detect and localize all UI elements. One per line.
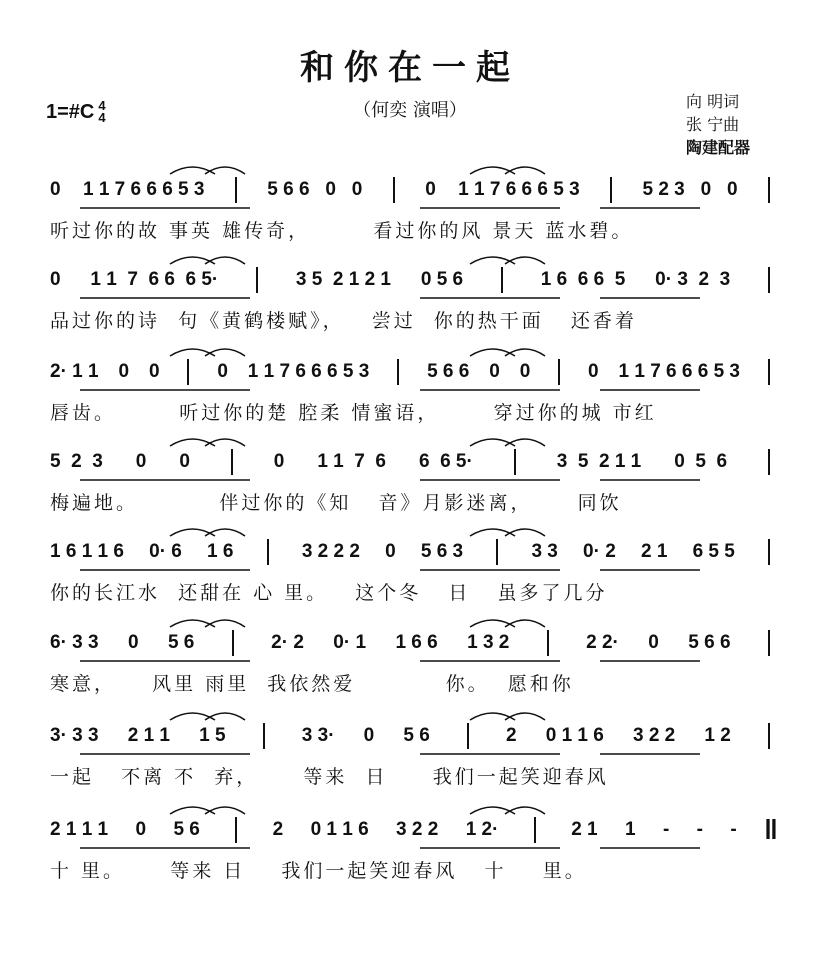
note-group: 1 1 7 6 (317, 451, 386, 472)
note-group: 6 5 5 (692, 541, 735, 562)
barline (187, 359, 189, 385)
beam-marks (0, 659, 820, 667)
slur-marks (0, 160, 820, 180)
slur-arc (470, 349, 515, 356)
note-group: 0 (127, 632, 139, 653)
slur-marks (0, 432, 820, 452)
note-group: 6 6 5· (418, 451, 473, 472)
note-group: 1 (624, 819, 636, 840)
barline (501, 267, 503, 293)
note-group: 0 5 6 (674, 451, 728, 472)
note-group: 1 5 (199, 725, 226, 746)
time-signature (98, 100, 105, 124)
beam-marks (0, 206, 820, 214)
slur-marks (0, 522, 820, 542)
time-numerator: 4 (98, 98, 106, 113)
note-group: - (696, 819, 703, 840)
note-group: 0 (588, 361, 599, 382)
barline (267, 539, 269, 565)
barline (768, 359, 770, 385)
note-group: 0· 2 (583, 541, 616, 562)
note-group: 0 (118, 361, 130, 382)
credits (686, 90, 750, 159)
final-barline: ‖ (764, 814, 778, 845)
beam-marks (0, 846, 820, 854)
note-group: 0 (425, 179, 436, 200)
barline (768, 177, 770, 203)
song-title: 和你在一起 (300, 48, 520, 88)
note-group: 1 6 (207, 541, 234, 562)
note-group: 1 6 6 (395, 632, 438, 653)
note-group: 5 6 (173, 819, 200, 840)
note-group: 1 1 7 6 6 6 5 3 (247, 361, 370, 382)
barline (768, 723, 770, 749)
note-group: 1 6 1 1 6 (50, 541, 124, 562)
slur-arc (205, 807, 245, 814)
barline (496, 539, 498, 565)
note-group: 0 (217, 361, 228, 382)
note-group: 1 2 (704, 725, 731, 746)
slur-arc (505, 620, 545, 627)
slur-marks (0, 250, 820, 270)
barline (231, 449, 233, 475)
slur-arc (505, 257, 545, 264)
barline (256, 267, 258, 293)
slur-arc (170, 807, 215, 814)
note-group: 0 (519, 361, 531, 382)
note-group: 0· 1 (333, 632, 367, 653)
note-group: 5 2 3 (50, 451, 103, 472)
time-denominator: 4 (98, 110, 106, 125)
barline (514, 449, 516, 475)
slur-arc (170, 713, 215, 720)
credit-composer: 张 宁曲 (686, 115, 740, 134)
note-group: 1 1 7 6 6 6 5 3 (82, 179, 205, 200)
note-group: 0 (273, 451, 285, 472)
note-group: 0· 3 2 3 (655, 269, 731, 290)
slur-arc (470, 713, 515, 720)
note-group: 6· 3 3 (50, 632, 99, 653)
barline (235, 177, 237, 203)
note-group: 2 1 (640, 541, 668, 562)
slur-arc (505, 807, 545, 814)
note-group: 3 3· (301, 725, 335, 746)
slur-arc (470, 257, 515, 264)
note-group: 5 6 (167, 632, 195, 653)
note-group: 0 1 1 6 (545, 725, 604, 746)
note-group: 5 2 3 0 0 (642, 179, 738, 200)
note-group: 3 5 2 1 2 1 (295, 269, 391, 290)
lyrics-line: 一起 不离 不 弃， 等来 日 我们一起笑迎春风 (50, 766, 609, 788)
note-group: 0 (135, 451, 147, 472)
note-group: 5 6 3 (420, 541, 464, 562)
note-group: 2 (506, 725, 517, 746)
note-group: 5 6 6 (427, 361, 470, 382)
lyrics-line: 品过你的诗 句《黄鹤楼赋》， 尝过 你的热干面 还香着 (50, 310, 637, 332)
note-group: 3 2 2 (396, 819, 439, 840)
credit-lyricist: 向 明词 (686, 92, 740, 111)
barline (558, 359, 560, 385)
note-group: 3 2 2 (632, 725, 676, 746)
note-group: 2 1 1 (127, 725, 170, 746)
note-group: 3 3 (531, 541, 558, 562)
note-group: 0 1 1 6 (310, 819, 369, 840)
key-label: 1=#C (46, 100, 95, 123)
slur-arc (505, 349, 545, 356)
slur-arc (170, 167, 215, 174)
note-group: 2 1 1 1 (50, 819, 109, 840)
note-group: 0 (135, 819, 147, 840)
slur-arc (470, 439, 515, 446)
staff-row (0, 172, 820, 262)
lyrics-line: 寒意， 风里 雨里 我依然爱 你。 愿和你 (50, 673, 574, 695)
note-group: 0· 6 (149, 541, 182, 562)
slur-arc (205, 529, 245, 536)
key-signature (46, 100, 106, 124)
note-group: 0 (648, 632, 659, 653)
note-group: 5 6 (403, 725, 430, 746)
slur-arc (205, 620, 245, 627)
slur-arc (205, 167, 245, 174)
slur-arc (505, 439, 545, 446)
lyrics-line: 听过你的故 事英 雄传奇， 看过你的风 景天 蓝水碧。 (50, 220, 634, 242)
barline (768, 449, 770, 475)
barline (768, 539, 770, 565)
song-subtitle: （何奕 演唱） (353, 100, 467, 121)
slur-arc (170, 620, 215, 627)
note-group: 1 3 2 (467, 632, 510, 653)
barline (397, 359, 399, 385)
slur-marks (0, 800, 820, 820)
barline (534, 817, 536, 843)
credit-arranger: 陶建配器 (686, 138, 751, 157)
note-group: 0 (385, 541, 396, 562)
note-group: 2 1 (571, 819, 598, 840)
note-group: 1 1 7 6 6 6 5 3 (458, 179, 580, 200)
lyrics-line: 你的长江水 还甜在 心 里。 这个冬 日 虽多了几分 (50, 582, 608, 604)
slur-arc (505, 167, 545, 174)
staff-row (0, 262, 820, 352)
lyrics-line: 十 里。 等来 日 我们一起笑迎春风 十 里。 (50, 860, 587, 882)
note-group: 0 (363, 725, 375, 746)
slur-arc (205, 257, 245, 264)
note-group: 1 6 6 6 5 (540, 269, 626, 290)
note-group: 0 (179, 451, 190, 472)
barline (467, 723, 469, 749)
beam-marks (0, 296, 820, 304)
barline (263, 723, 265, 749)
slur-arc (470, 807, 515, 814)
slur-marks (0, 342, 820, 362)
staff-row (0, 812, 820, 902)
beam-marks (0, 752, 820, 760)
slur-arc (505, 529, 545, 536)
note-group: 0 (148, 361, 160, 382)
note-group: 5 6 6 (688, 632, 731, 653)
beam-marks (0, 388, 820, 396)
note-group: 0 (50, 269, 61, 290)
note-group: 2 (272, 819, 284, 840)
staff-row (0, 354, 820, 444)
lyrics-line: 唇齿。 听过你的楚 腔柔 情蜜语， 穿过你的城 市红 (50, 402, 657, 424)
barline (547, 630, 549, 656)
barline (768, 267, 770, 293)
lyrics-line: 梅遍地。 伴过你的《知 音》月影迷离， 同饮 (50, 492, 622, 514)
slur-arc (170, 529, 215, 536)
slur-arc (470, 620, 515, 627)
note-group: 1 1 7 6 6 6 5· (90, 269, 219, 290)
slur-arc (170, 257, 215, 264)
staff-row (0, 444, 820, 534)
beam-marks (0, 478, 820, 486)
note-group: 1 2· (465, 819, 499, 840)
slur-arc (205, 349, 245, 356)
note-group: 2 2· (586, 632, 619, 653)
note-group: 3· 3 3 (50, 725, 99, 746)
slur-arc (470, 529, 515, 536)
note-group: 3 5 2 1 1 (556, 451, 642, 472)
barline (232, 630, 234, 656)
staff-row (0, 718, 820, 808)
slur-arc (205, 439, 245, 446)
beam-marks (0, 568, 820, 576)
slur-arc (505, 713, 545, 720)
note-group: 1 1 7 6 6 6 5 3 (618, 361, 741, 382)
note-group: - (730, 819, 737, 840)
barline (610, 177, 612, 203)
note-group: 0 (50, 179, 61, 200)
staff-row (0, 625, 820, 715)
slur-arc (170, 349, 215, 356)
barline (768, 630, 770, 656)
note-group: 0 (489, 361, 500, 382)
barline (393, 177, 395, 203)
note-group: 3 2 2 2 (301, 541, 360, 562)
note-group: 2· 2 (271, 632, 304, 653)
staff-row (0, 534, 820, 624)
barline (235, 817, 237, 843)
note-group: 0 5 6 (420, 269, 464, 290)
slur-arc (205, 713, 245, 720)
slur-marks (0, 706, 820, 726)
slur-arc (170, 439, 215, 446)
slur-arc (470, 167, 515, 174)
note-group: 5 6 6 0 0 (267, 179, 363, 200)
slur-marks (0, 613, 820, 633)
note-group: 2· 1 1 (50, 361, 99, 382)
note-group: - (662, 819, 670, 840)
